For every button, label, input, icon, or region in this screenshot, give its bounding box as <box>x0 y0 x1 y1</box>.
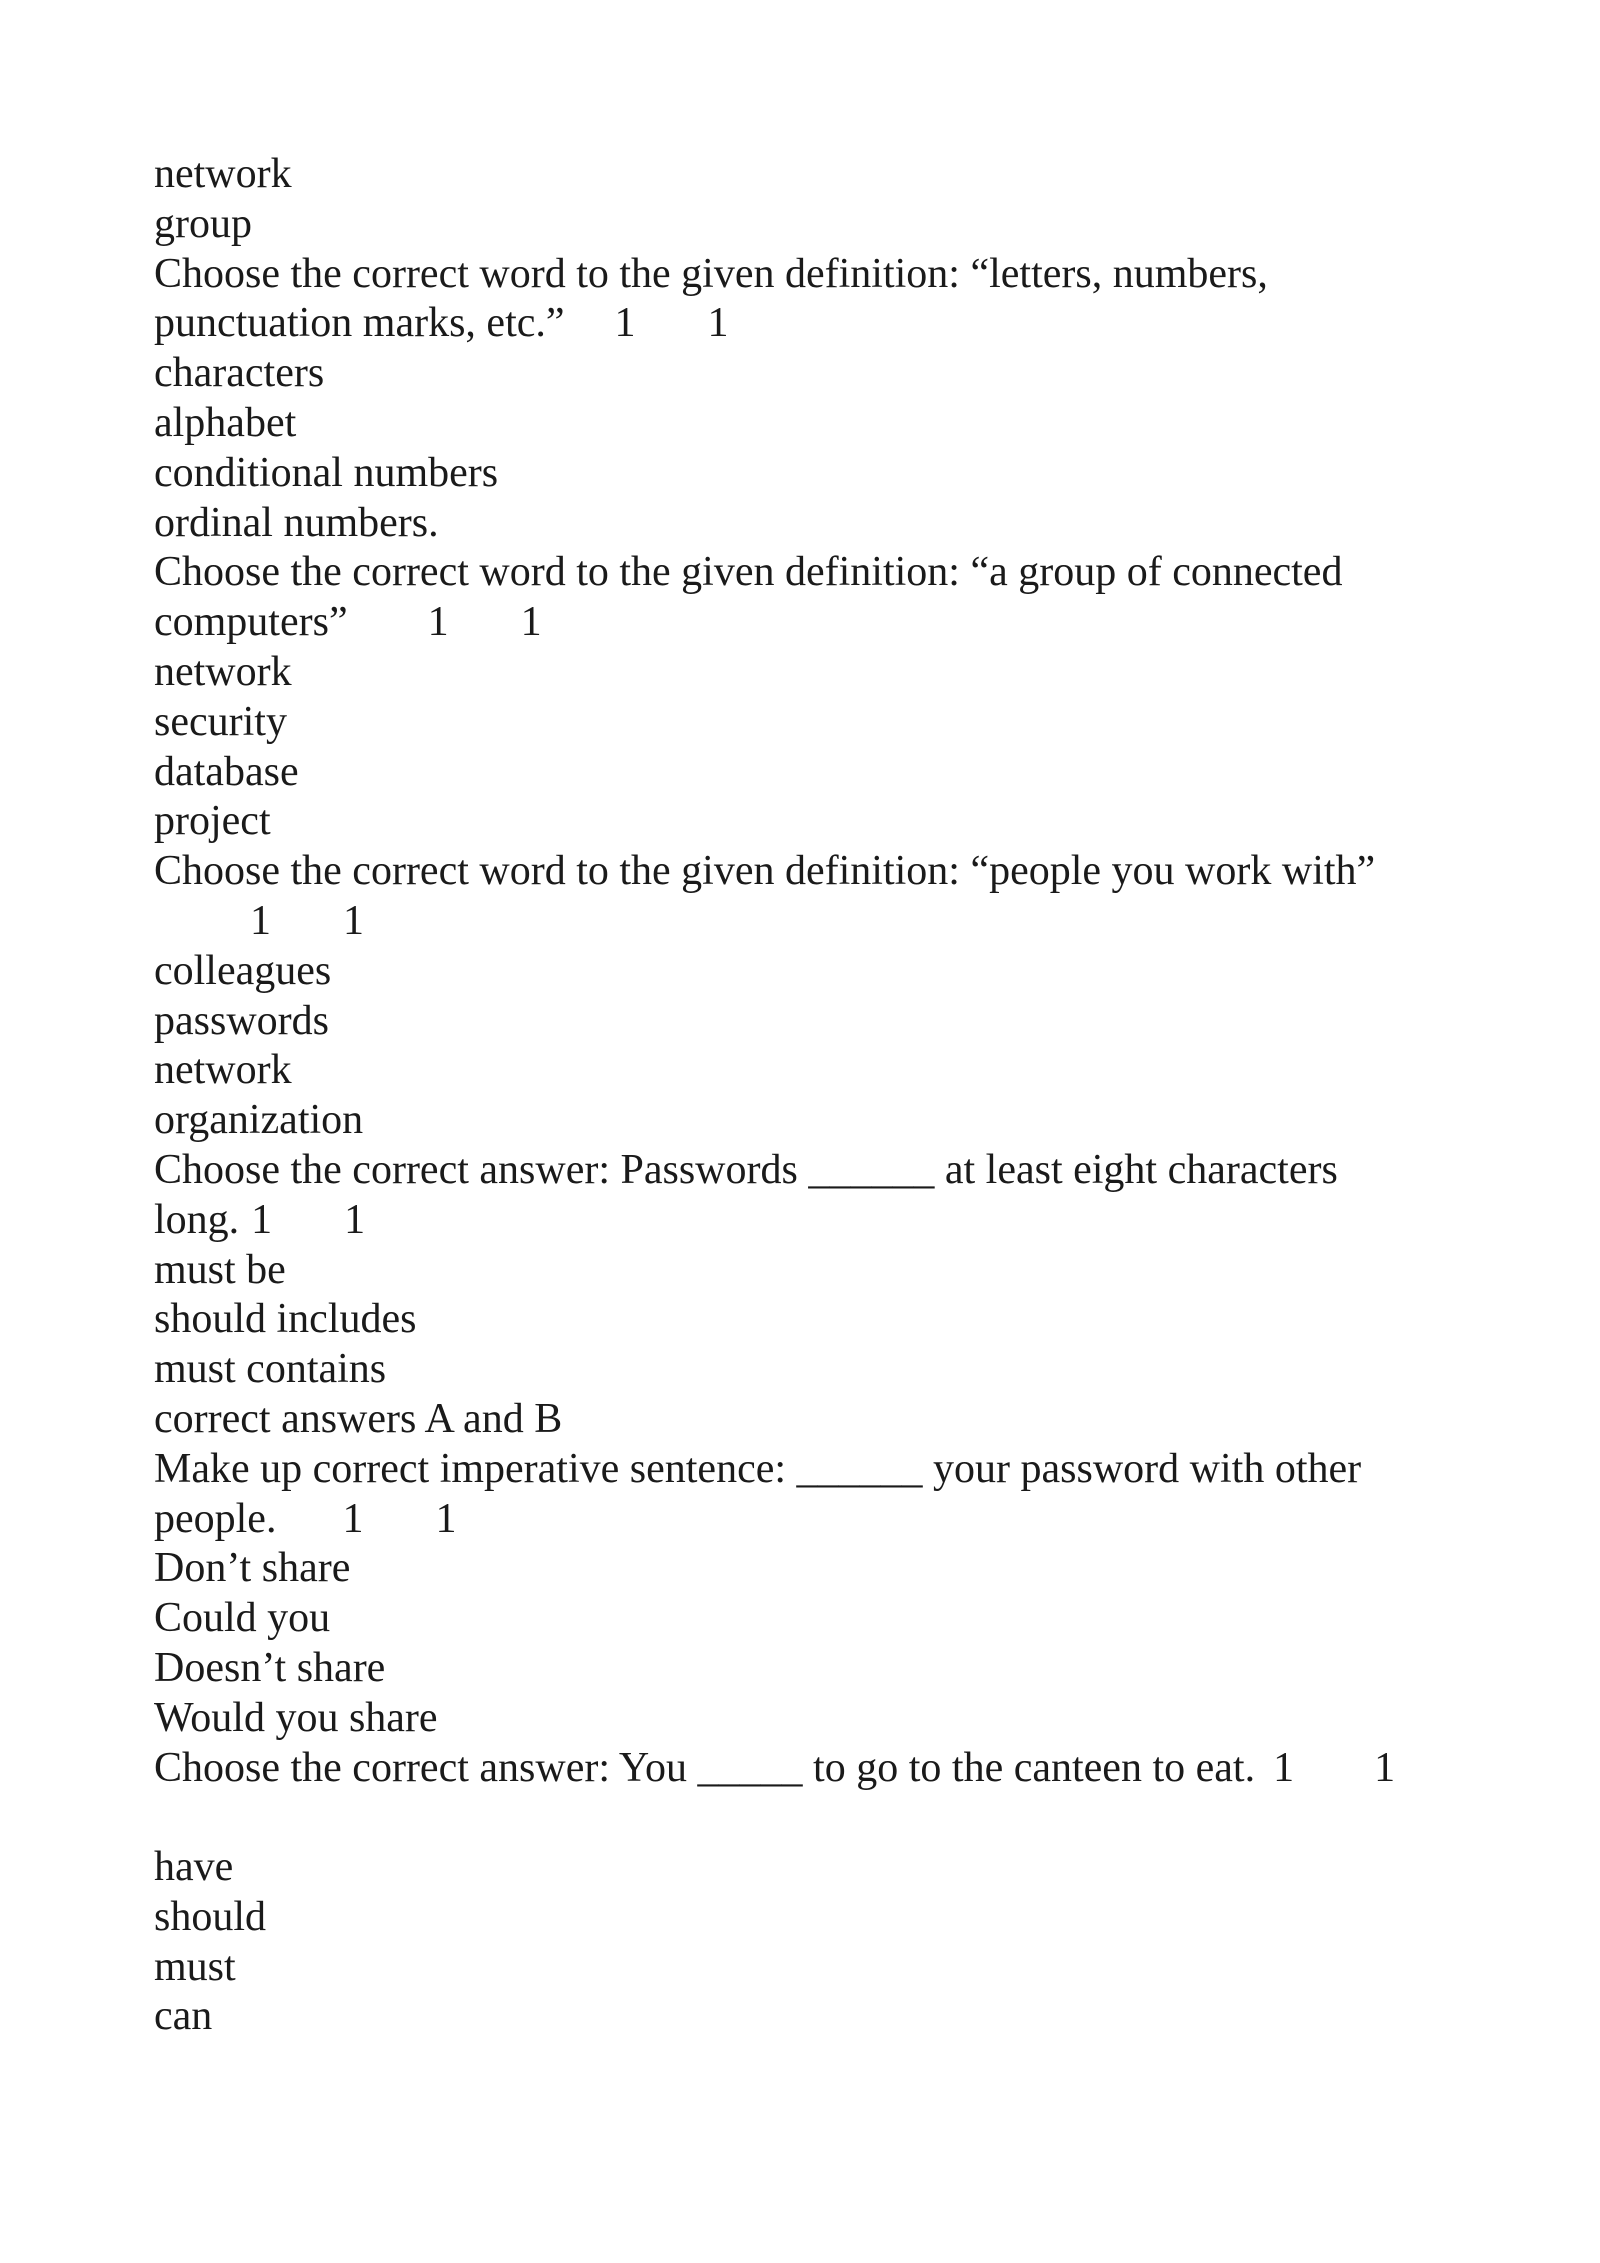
question-text-tail: long. <box>154 1196 240 1243</box>
question-max-score: 1 <box>435 1495 457 1542</box>
question-text-continued <box>154 1196 1454 1246</box>
answer-option: must <box>154 1943 236 1990</box>
question-text: Make up correct imperative sentence: ______ your password with other <box>154 1445 1362 1492</box>
answer-option: Could you <box>154 1595 331 1642</box>
answer-option: ordinal numbers. <box>154 499 439 546</box>
answer-option: colleagues <box>154 947 332 994</box>
answer-option: passwords <box>154 997 329 1044</box>
question-text-continued <box>154 299 1454 349</box>
question-text: Choose the correct word to the given definition: “a group of connected <box>154 549 1343 596</box>
question-max-score: 1 <box>343 897 364 944</box>
answer-option: network <box>154 648 292 695</box>
question-max-score: 1 <box>1374 1744 1396 1791</box>
answer-option: should includes <box>154 1296 417 1343</box>
question-max-score: 1 <box>520 599 542 646</box>
question-text <box>154 1744 1454 1794</box>
question-text: Choose the correct answer: Passwords ______ at least eight characters <box>154 1146 1338 1193</box>
answer-option: should <box>154 1893 267 1940</box>
answer-option: Doesn’t share <box>154 1644 386 1691</box>
answer-option: security <box>154 698 287 745</box>
question-text: Choose the correct word to the given definition: “people you work with” <box>154 848 1376 895</box>
question-max-score: 1 <box>344 1196 366 1243</box>
question-score: 1 <box>427 599 449 646</box>
question-score: 1 <box>250 897 271 944</box>
answer-option: conditional numbers <box>154 449 499 496</box>
answer-option: network <box>154 1047 292 1094</box>
blank-line <box>154 1793 1454 1843</box>
answer-option: alphabet <box>154 399 297 446</box>
question-score-line <box>154 897 1454 947</box>
question-text-tail: punctuation marks, etc.” <box>154 300 565 347</box>
answer-option: network <box>154 151 292 197</box>
question-score: 1 <box>342 1495 364 1542</box>
question-text-continued <box>154 598 1454 648</box>
question-score: 1 <box>614 300 636 347</box>
answer-option: group <box>154 200 252 247</box>
answer-option: must contains <box>154 1346 387 1393</box>
answer-option: database <box>154 748 299 795</box>
answer-option: Would you share <box>154 1694 438 1741</box>
question-text-main: Choose the correct answer: You _____ to go to the canteen to eat. <box>154 1744 1256 1791</box>
answer-option: organization <box>154 1097 364 1144</box>
answer-option: characters <box>154 350 325 397</box>
question-text-continued <box>154 1495 1454 1545</box>
question-text: Choose the correct word to the given definition: “letters, numbers, <box>154 250 1268 297</box>
quiz-content <box>154 150 1454 2042</box>
question-text-tail: people. <box>154 1495 277 1542</box>
question-text-tail: computers” <box>154 599 348 646</box>
question-max-score: 1 <box>707 300 729 347</box>
answer-option: must be <box>154 1246 286 1293</box>
question-score: 1 <box>251 1196 273 1243</box>
answer-option: can <box>154 1993 213 2040</box>
answer-option: Don’t share <box>154 1545 351 1592</box>
question-score: 1 <box>1273 1744 1295 1791</box>
answer-option: have <box>154 1844 234 1891</box>
answer-option: correct answers A and B <box>154 1395 563 1442</box>
answer-option: project <box>154 798 271 845</box>
